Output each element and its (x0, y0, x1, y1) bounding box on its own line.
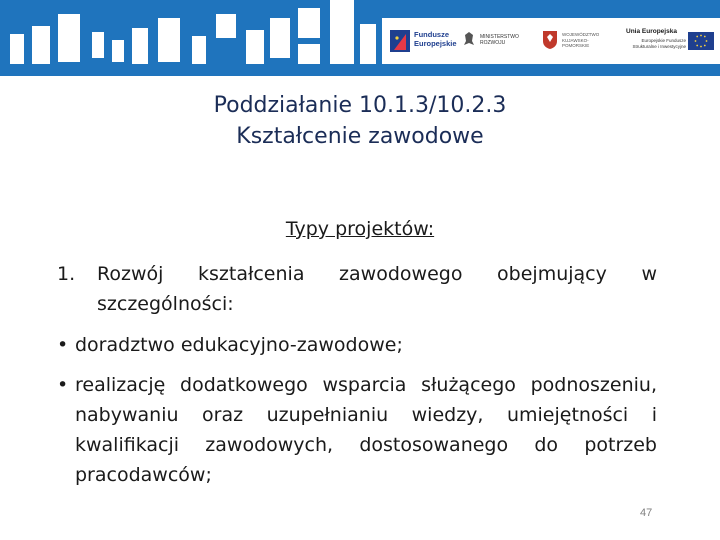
bullet-item (57, 330, 657, 360)
logo-subtext (620, 38, 686, 49)
project-types-heading (0, 218, 720, 240)
banner-decoration (360, 24, 376, 64)
banner-decoration (58, 14, 80, 62)
logo-text: Europejskie Fundusze (641, 38, 686, 43)
logo-text: ROZWOJU (480, 40, 506, 46)
bullet-text: doradztwo edukacyjno-zawodowe; (75, 334, 403, 356)
logo-text: Strukturalne i Inwestycyjne (632, 43, 686, 49)
banner-decoration (158, 18, 180, 62)
logo-text: WOJEWÓDZTWO (562, 32, 600, 37)
banner-decoration (216, 14, 236, 38)
wojewodztwo-logo (542, 28, 612, 56)
eu-flag-icon (688, 32, 714, 50)
list-item (57, 259, 657, 319)
banner-decoration (112, 40, 124, 62)
slide-title-line: Poddziałanie 10.1.3/10.2.3 (213, 93, 507, 118)
eu-funds-icon (390, 30, 410, 52)
slide-title (0, 90, 720, 152)
logo-strip (382, 18, 720, 64)
bullet-icon: • (57, 334, 69, 356)
logo-text: Fundusze (414, 30, 449, 39)
page-number: 47 (640, 507, 653, 519)
banner-decoration (10, 34, 24, 64)
logo-text: KUJAWSKO-POMORSKIE (562, 37, 590, 48)
eagle-icon (462, 30, 476, 48)
banner-decoration (246, 30, 264, 64)
banner-decoration (298, 8, 320, 38)
list-number: 1. (57, 263, 76, 285)
banner-decoration (92, 32, 104, 58)
logo-text: Unia Europejska (626, 28, 677, 35)
fundusze-europejskie-logo (390, 28, 460, 56)
banner-decoration (192, 36, 206, 64)
banner-decoration (330, 0, 354, 64)
project-types-label: Typy projektów: (285, 218, 435, 240)
bullet-icon: • (57, 374, 69, 396)
header-banner (0, 0, 720, 76)
banner-decoration (298, 44, 320, 64)
logo-text: Europejskie (414, 39, 457, 48)
ministerstwo-logo (462, 28, 532, 56)
banner-decoration (132, 28, 148, 64)
bullet-item (57, 370, 657, 490)
list-item-text: Rozwój kształcenia zawodowego obejmujący w szczególności: (97, 263, 657, 315)
crest-icon (542, 30, 558, 50)
bullet-text: realizację dodatkowego wsparcia służącego podnoszeniu, nabywaniu oraz uzupełnianiu wiedzy, umiejętności i kwalifikacji zawodowych, dostosowanego do potrzeb pracodawców; (75, 374, 657, 486)
slide-title-line: Kształcenie zawodowe (236, 124, 484, 149)
logo-text: MINISTERSTWO (480, 34, 519, 40)
unia-europejska-logo (618, 26, 718, 58)
banner-decoration (32, 26, 50, 64)
banner-decoration (270, 18, 290, 58)
